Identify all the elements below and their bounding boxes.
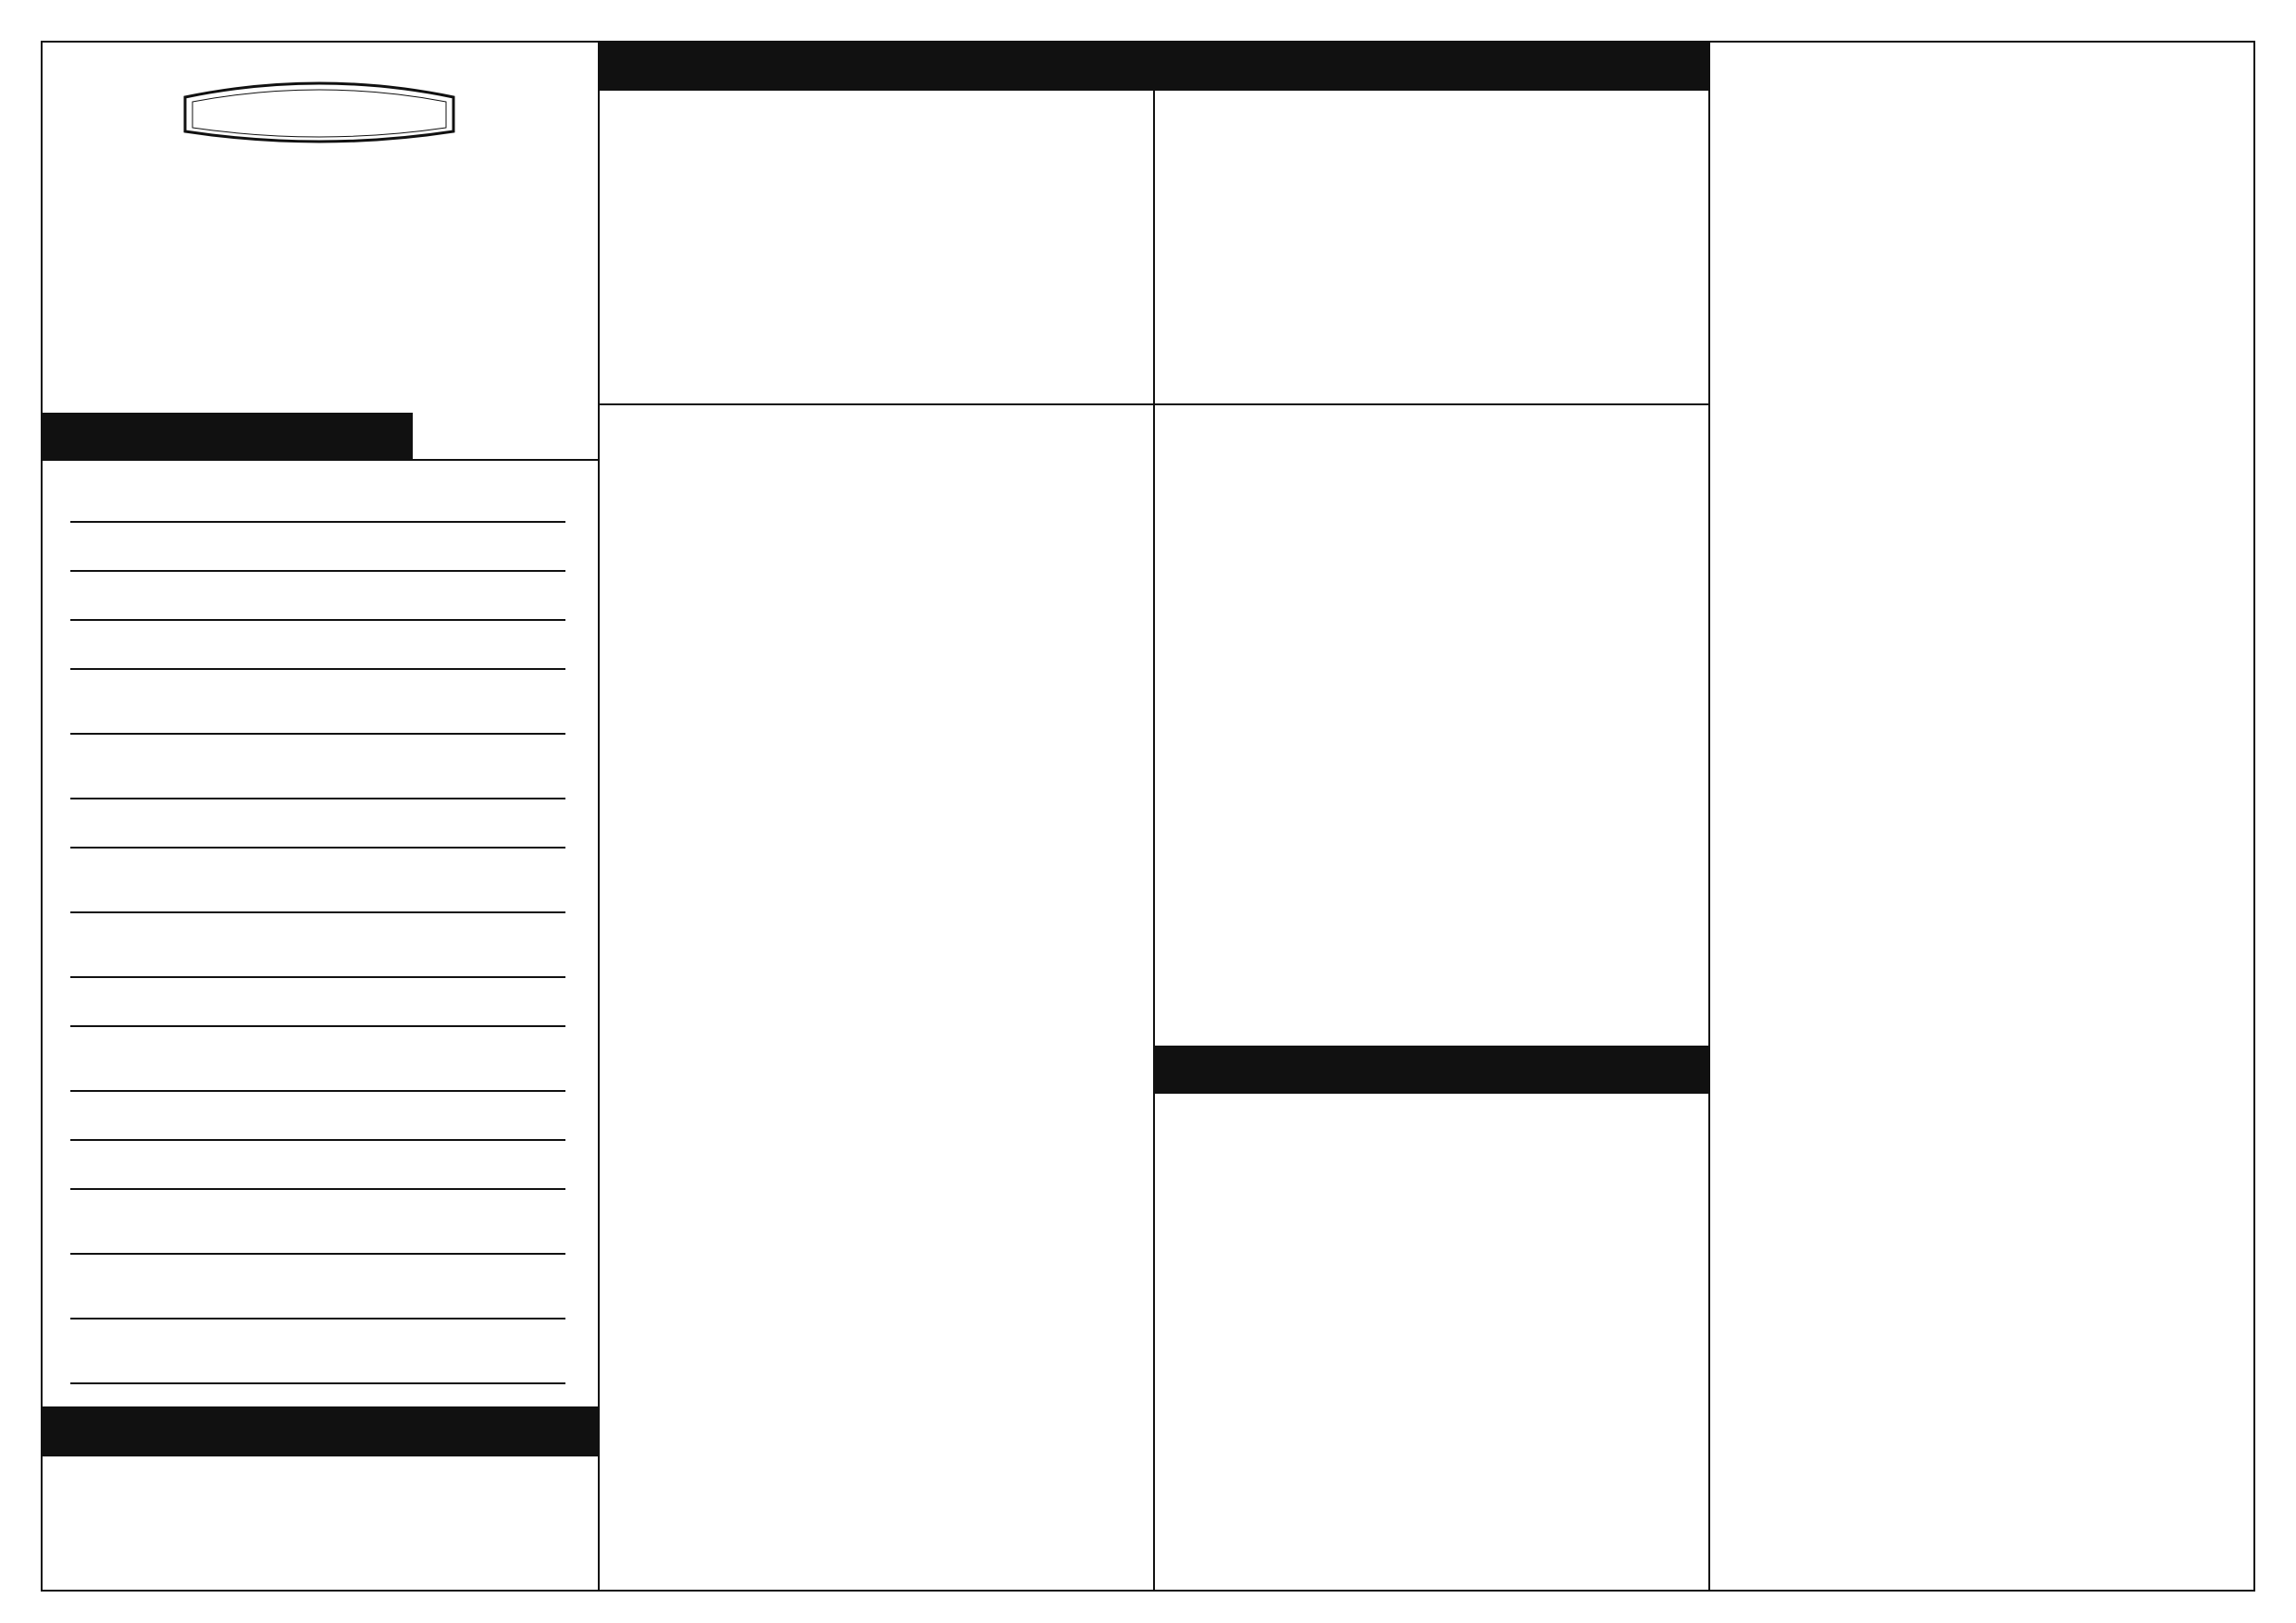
- burger-addon-row: [629, 300, 1027, 320]
- klasyczne-header-rule: [43, 459, 598, 461]
- burger-item: [629, 142, 1573, 165]
- qr-code-icon[interactable]: [1518, 1416, 1684, 1579]
- logo-frame-icon: [176, 74, 463, 148]
- burger-item: [629, 120, 1573, 142]
- pizza-item: [70, 735, 565, 799]
- burger-addon-row: [629, 322, 1027, 342]
- column-divider: [1153, 41, 1155, 1592]
- section-divider: [598, 403, 1708, 405]
- burger-item: [629, 222, 1573, 244]
- pizza-item: [70, 913, 565, 978]
- pizza-item: [70, 1141, 565, 1190]
- pizza-item: [70, 1092, 565, 1141]
- pizza-item: [70, 474, 565, 523]
- pizza-item: [70, 849, 565, 913]
- pizza-item: [70, 1190, 565, 1255]
- item-separator: [70, 1382, 565, 1384]
- pizza-item: [70, 621, 565, 670]
- pizza-item: [70, 670, 565, 735]
- qr-code-graphic: [1518, 1416, 1684, 1579]
- restaurant-logo: [176, 74, 463, 148]
- pizza-item: [70, 1319, 565, 1384]
- pizza-item: [70, 1255, 565, 1319]
- burger-addon-row: [629, 366, 1027, 387]
- pizza-item: [70, 523, 565, 572]
- burger-item: [629, 187, 1573, 209]
- column-divider: [598, 41, 600, 1592]
- pizza-item: [70, 572, 565, 621]
- burgers-header: [598, 43, 1708, 91]
- extra-ingredient-header: [43, 1406, 598, 1456]
- pizza-item: [70, 799, 565, 849]
- burger-item: [629, 165, 1573, 187]
- column-divider: [1708, 41, 1710, 1592]
- pizza-item: [70, 1027, 565, 1092]
- klasyczne-header: [43, 413, 413, 459]
- burger-addon-row: [629, 344, 1027, 365]
- pizza-item: [70, 978, 565, 1027]
- frytki-header: [1155, 1046, 1708, 1094]
